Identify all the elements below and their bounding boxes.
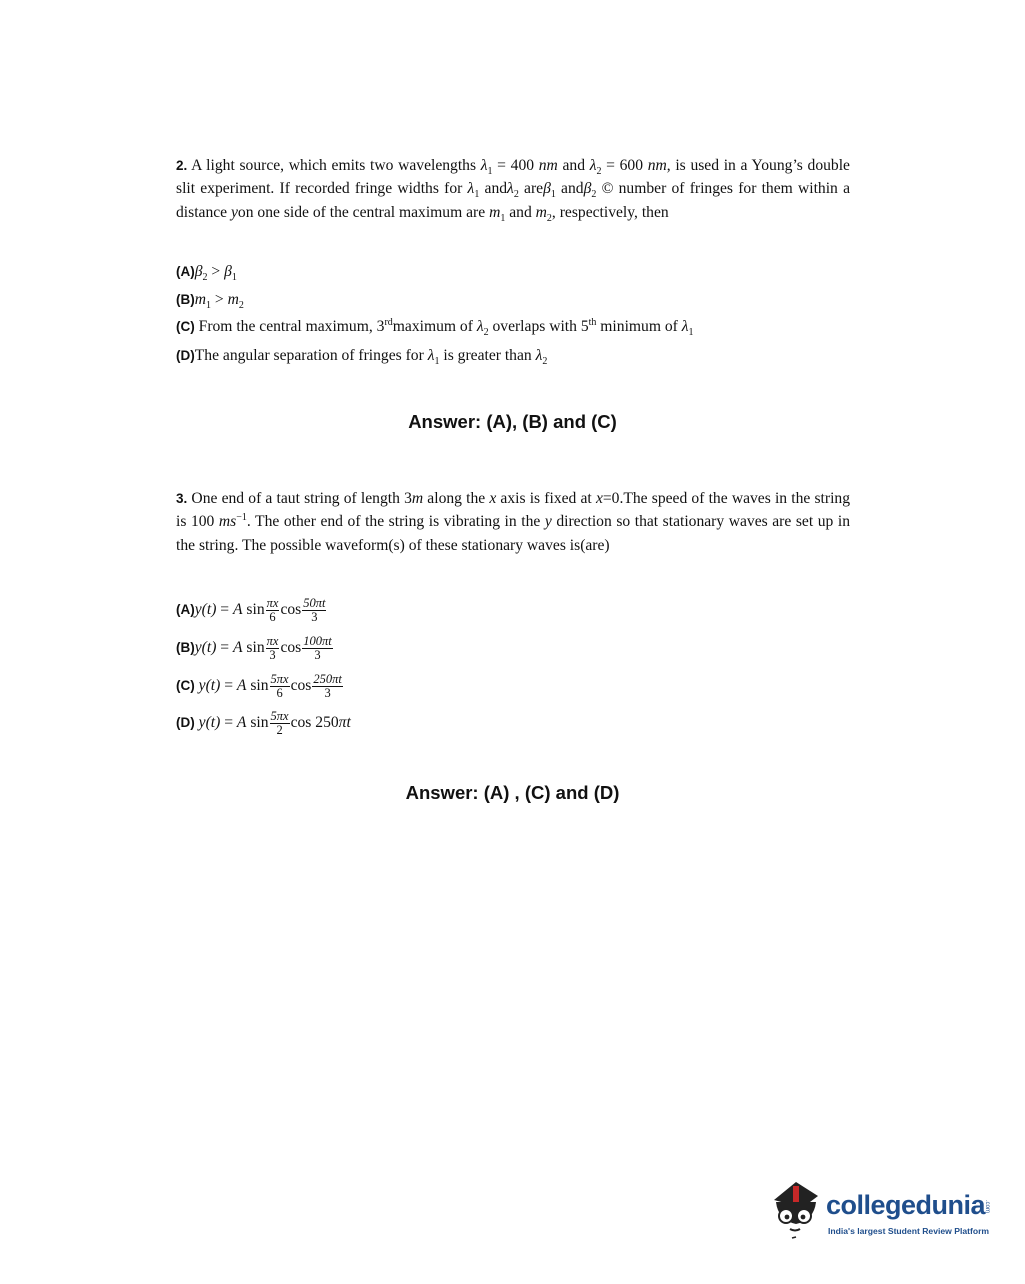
logo-tagline: India's largest Student Review Platform xyxy=(828,1226,990,1236)
collegedunia-logo xyxy=(766,1176,996,1246)
question-number: 3. xyxy=(176,491,188,506)
q2-option-b: $(B)m_1 > m_2$ xyxy=(176,291,244,312)
logo-wordmark: collegedunia xyxy=(826,1190,986,1220)
q3-answer: Answer: (A) , (C) and (D) xyxy=(405,782,620,803)
q3-option-b: (B)y(t) = A sin $\frac{\pi x}{3}$ cos $\frac{100\pi t}{3}$ xyxy=(176,634,332,662)
q3-option-c: (C) y(t) = A sin $\frac{5\pi x}{6}$ cos $\frac{250\pi t}{3}$ xyxy=(176,672,342,700)
logo-dotcom: .com xyxy=(984,1200,990,1214)
question-number: 2. xyxy=(176,158,188,173)
q2-option-c: (C) From the central maximum, 3rdmaximum of $\lambda_2$ overlaps with 5th minimum of $\lambda_1$ xyxy=(176,316,694,339)
mascot-icon xyxy=(766,1176,826,1242)
q2-option-d: (D)The angular separation of fringes for $\lambda_1$ is greater than $\lambda_2$ xyxy=(176,347,548,368)
q2-option-a: $(A)\beta_2 > \beta_1$ xyxy=(176,263,237,284)
q3-option-a: (A)y(t) = A sin $\frac{\pi x}{6}$ cos $\frac{50\pi t}{3}$ xyxy=(176,596,326,624)
question-3-stem: 3. One end of a taut string of length 3m along the x axis is fixed at x=0.The speed of the waves in the string is 100 $ms^{-1}$. The other end of the string is vibrating in the y direction so that stationary waves are set up in the string. The possible waveform(s) of these stationary waves is(are) xyxy=(176,490,850,554)
q3-option-d: (D) y(t) = A sin $\frac{5\pi x}{2}$ cos 250πt xyxy=(176,709,351,737)
q2-answer: Answer: (A), (B) and (C) xyxy=(408,411,617,432)
question-2-stem: 2. A light source, which emits two wavelengths $\lambda_1 = 400$ nm and $\lambda_2 = 600$ nm, is used in a Young’s double slit experiment. If recorded fringe widths for $\lambda_1$ andλ$_2$ areβ$_1$ andβ$_2$ © number of fringes for them within a distance yon one side of the central maximum are $m_1$ and $m_2$, respectively, then xyxy=(176,157,850,224)
